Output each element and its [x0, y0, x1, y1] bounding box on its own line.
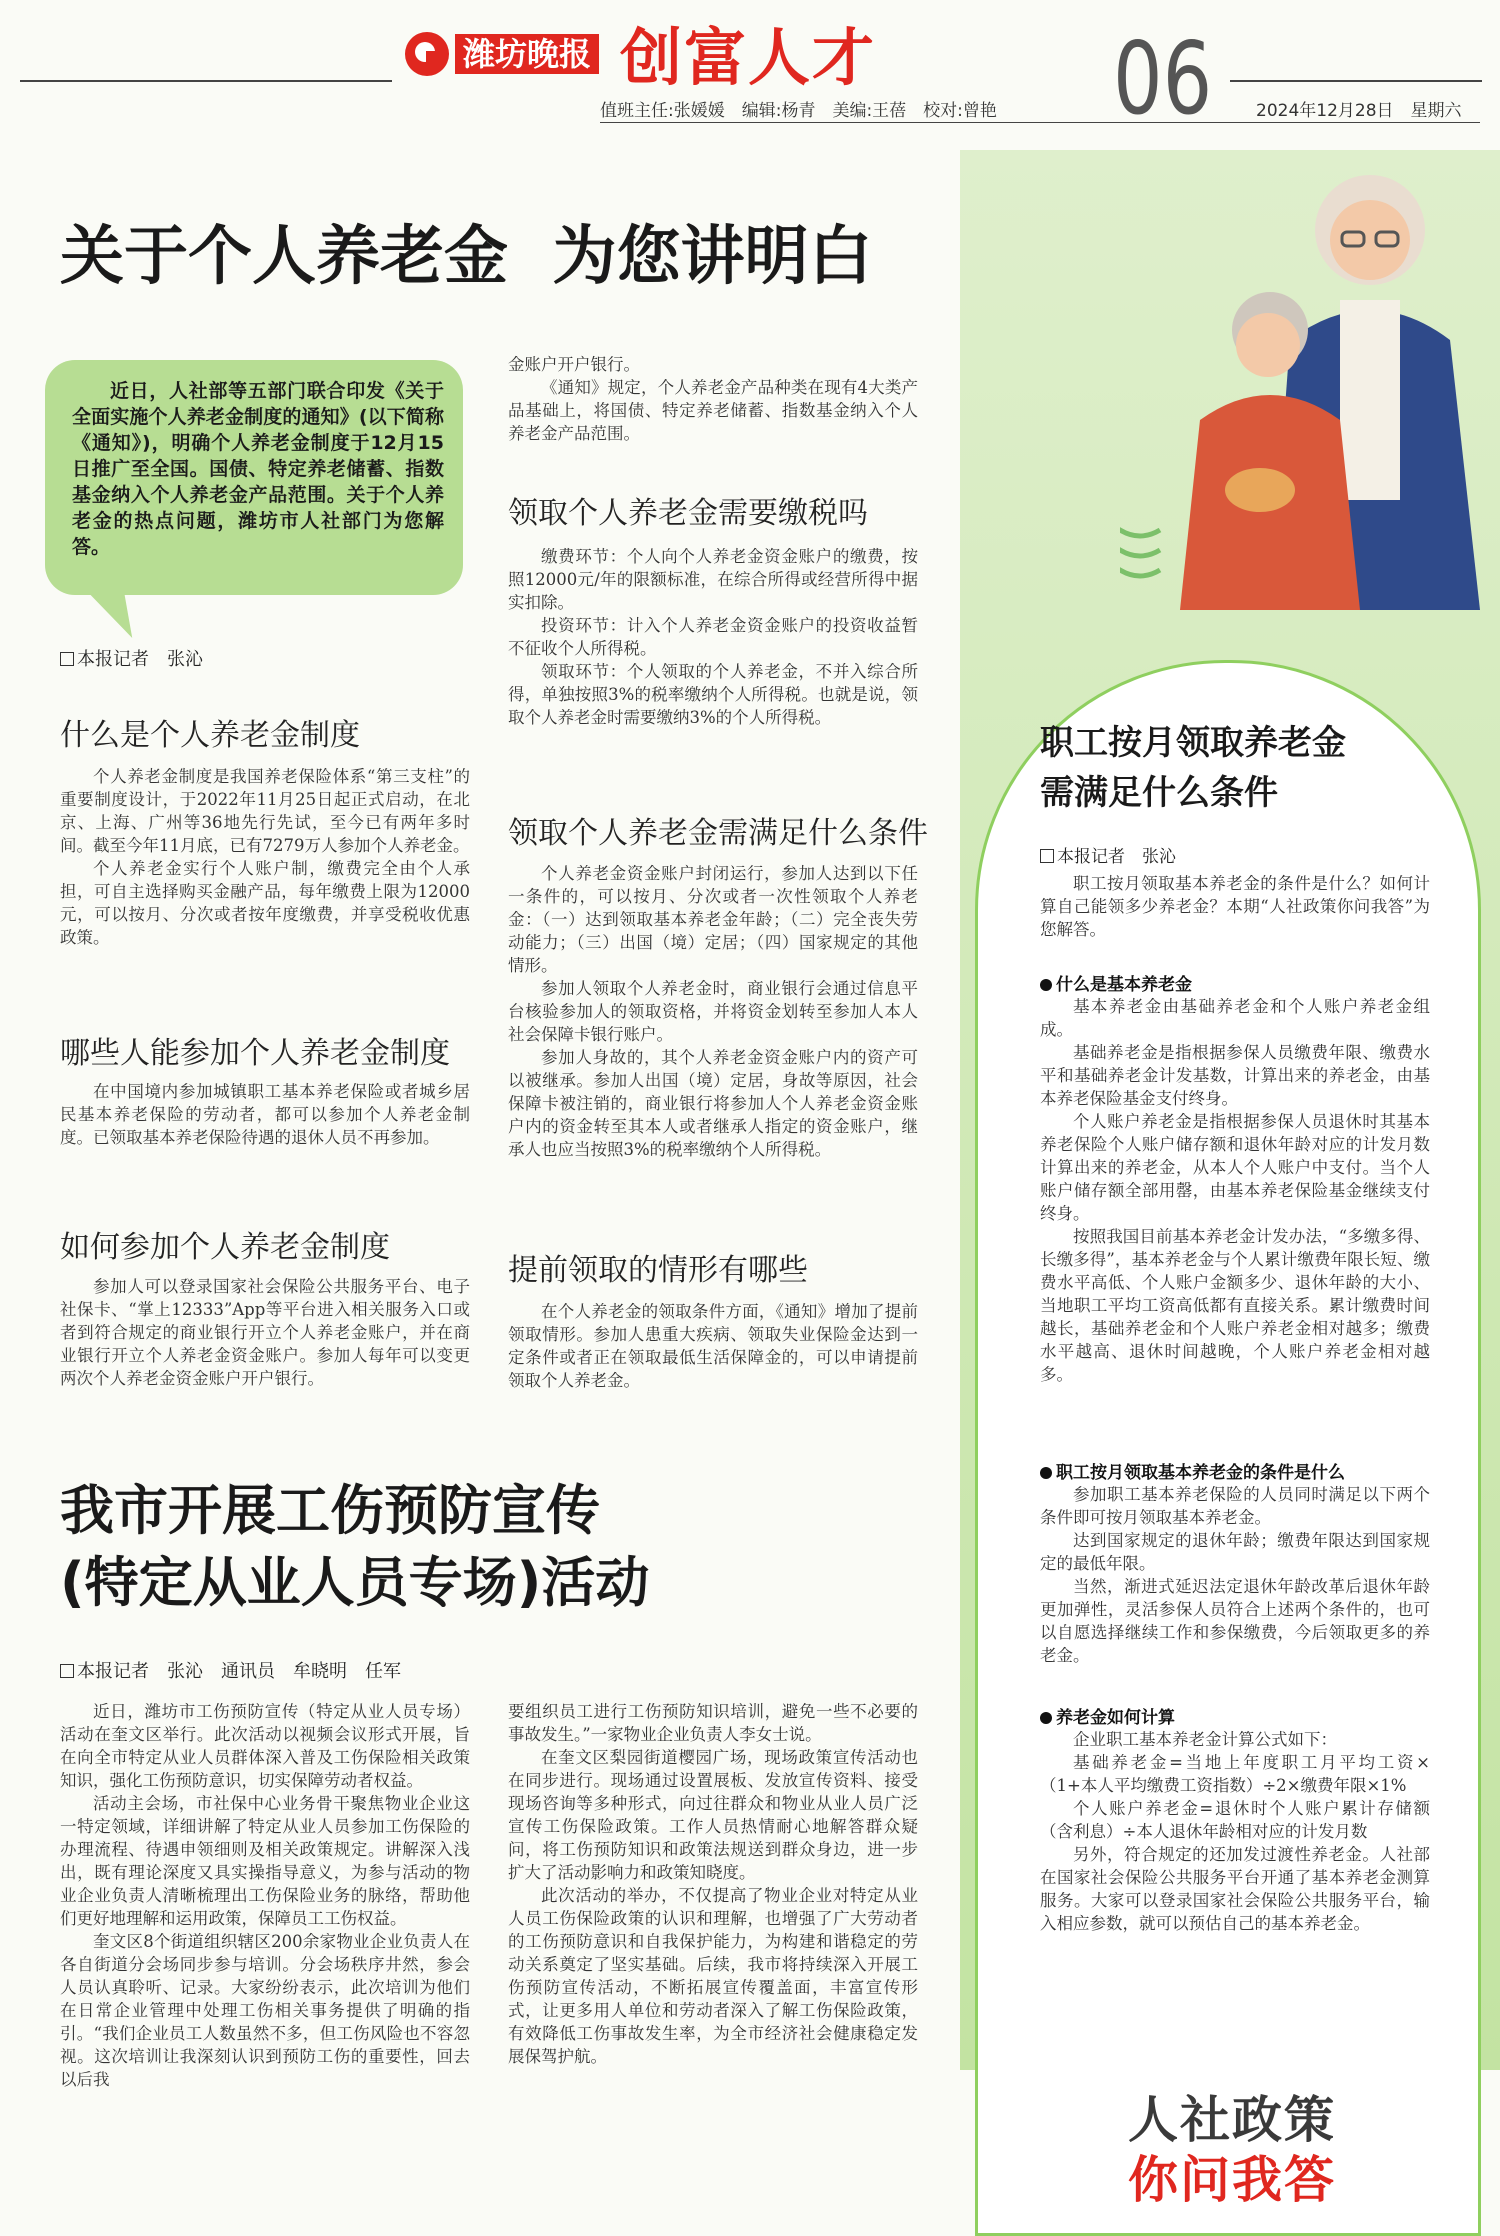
staff-credits: 值班主任:张媛媛 编辑:杨青 美编:王蓓 校对:曾艳	[600, 101, 997, 121]
paragraph: 职工按月领取基本养老金的条件是什么？如何计算自己能领多少养老金？本期“人社政策你问我答”为您解答。	[1040, 874, 1430, 939]
a1-body-3b: 金账户开户银行。 《通知》规定，个人养老金产品种类在现有4大类产品基础上，将国债、特定养老储蓄、指数基金纳入个人养老金产品范围。	[508, 355, 918, 443]
paragraph: 基本养老金由基础养老金和个人账户养老金组成。	[1040, 997, 1430, 1039]
article1-title: 关于个人养老金 为您讲明白	[60, 220, 873, 294]
a2-col-2	[508, 1700, 918, 2068]
paragraph: 投资环节：计入个人养老金资金账户的投资收益暂不征收个人所得税。	[508, 616, 918, 658]
a1-heading-1: 什么是个人养老金制度	[60, 718, 360, 753]
section-title: 创富人才	[620, 21, 877, 94]
byline-box-icon	[60, 652, 74, 666]
paragraph: 在中国境内参加城镇职工基本养老保险或者城乡居民基本养老保险的劳动者，都可以参加个人养老金制度。已领取基本养老保险待遇的退休人员不再参加。	[60, 1082, 470, 1147]
a1-body-4	[508, 545, 918, 729]
heading-text: 养老金如何计算	[1056, 1708, 1175, 1728]
paragraph: 个人养老金制度是我国养老保险体系“第三支柱”的重要制度设计，于2022年11月25日起正式启动，在北京、上海、广州等36地先行先试，至今已有两年多时间。截至今年11月底，已有7279万人参加个人养老金。	[60, 767, 470, 855]
page-number: 06	[1113, 20, 1213, 137]
paragraph: 参加职工基本养老保险的人员同时满足以下两个条件即可按月领取基本养老金。	[1040, 1485, 1430, 1527]
a1-body-6	[508, 1300, 918, 1392]
article3-title-line2: 需满足什么条件	[1040, 773, 1278, 813]
a1-heading-3: 如何参加个人养老金制度	[60, 1230, 390, 1265]
paragraph: 要组织员工进行工伤预防知识培训，避免一些不必要的事故发生。”一家物业企业负责人李女士说。	[508, 1702, 918, 1744]
byline-text: 本报记者 张沁 通讯员 牟晓明 任军	[77, 1661, 401, 1682]
a1-body-1	[60, 765, 470, 949]
a3-heading-3	[1040, 1703, 1175, 1728]
article2-title-line1: 我市开展工伤预防宣传	[60, 1479, 600, 1542]
paragraph: 参加人身故的，其个人养老金资金账户内的资产可以被继承。参加人出国（境）定居，身故等原因，社会保障卡被注销的，商业银行将参加人个人养老金资金账户内的资金转至其本人或者继承人指定的资金账户，继承人也应当按照3%的税率缴纳个人所得税。	[508, 1048, 918, 1159]
masthead-rule-bottom	[600, 122, 1480, 123]
byline-text: 本报记者 张沁	[1057, 847, 1176, 867]
a3-heading-2	[1040, 1458, 1345, 1483]
paragraph: 个人账户养老金是指根据参保人员退休时其基本养老保险个人账户储存额和退休年龄对应的计发月数计算出来的养老金，从本人个人账户中支付。当个人账户储存额全部用罄，由基本养老保险基金继续支付终身。	[1040, 1112, 1430, 1223]
a1-heading-2: 哪些人能参加个人养老金制度	[60, 1036, 450, 1071]
bullet-dot-icon	[1040, 979, 1052, 991]
paragraph: 按照我国目前基本养老金计发办法，“多缴多得、长缴多得”，基本养老金与个人累计缴费年限长短、缴费水平高低、个人账户金额多少、退休年龄的大小、当地职工平均工资高低都有直接关系。累计缴费时间越长，基础养老金和个人账户养老金相对越多；缴费水平越高、退休时间越晚，个人账户养老金相对越多。	[1040, 1227, 1430, 1384]
paragraph: 《通知》规定，个人养老金产品种类在现有4大类产品基础上，将国债、特定养老储蓄、指数基金纳入个人养老金产品范围。	[508, 378, 918, 443]
paragraph: 企业职工基本养老金计算公式如下：	[1073, 1730, 1337, 1749]
article2-title-line2: (特定从业人员专场)活动	[60, 1551, 650, 1614]
byline-box-icon	[1040, 849, 1054, 863]
a3-intro	[1040, 872, 1430, 941]
issue-date: 2024年12月28日 星期六	[1256, 101, 1462, 121]
a3-body-2	[1040, 1483, 1430, 1667]
paragraph: 个人账户养老金=退休时个人账户累计存储额（含利息）÷本人退休年龄相对应的计发月数	[1040, 1799, 1430, 1841]
bullet-dot-icon	[1040, 1467, 1052, 1479]
paragraph: 达到国家规定的退休年龄；缴费年限达到国家规定的最低年限。	[1040, 1531, 1430, 1573]
paragraph: 在个人养老金的领取条件方面，《通知》增加了提前领取情形。参加人患重大疾病、领取失业保险金达到一定条件或者正在领取最低生活保障金的，可以申请提前领取个人养老金。	[508, 1302, 918, 1390]
elderly-couple-illustration	[1120, 140, 1500, 610]
promo-line1: 人社政策	[1128, 2091, 1336, 2149]
article2-byline	[60, 1657, 401, 1683]
paragraph: 在奎文区梨园街道樱园广场，现场政策宣传活动也在同步进行。现场通过设置展板、发放宣传资料、接受现场咨询等多种形式，向过往群众和物业从业人员广泛宣传工伤保险政策。工作人员热情耐心地解答群众疑问，将工伤预防知识和政策法规送到群众身边，进一步扩大了活动影响力和政策知晓度。	[508, 1748, 918, 1882]
paragraph: 参加人可以登录国家社会保险公共服务平台、电子社保卡、“掌上12333”App等平台进入相关服务入口或者到符合规定的商业银行开立个人养老金账户，并在商业银行开立个人养老金资金账户。参加人每年可以变更两次个人养老金资金账户开户银行。	[60, 1277, 470, 1388]
article1-byline	[60, 645, 203, 671]
paragraph: 缴费环节：个人向个人养老金资金账户的缴费，按照12000元/年的限额标准，在综合所得或经营所得中据实扣除。	[508, 547, 918, 612]
paragraph: 基础养老金是指根据参保人员缴费年限、缴费水平和基础养老金计发基数，计算出来的养老金，由基本养老保险基金支付终身。	[1040, 1043, 1430, 1108]
paragraph: 另外，符合规定的还加发过渡性养老金。人社部在国家社会保险公共服务平台开通了基本养老金测算服务。大家可以登录国家社会保险公共服务平台，输入相应参数，就可以预估自己的基本养老金。	[1040, 1845, 1430, 1933]
masthead-rule-left	[20, 80, 392, 82]
article2-title	[60, 1475, 649, 1619]
a1-body-5	[508, 862, 918, 1161]
paragraph: 此次活动的举办，不仅提高了物业企业对特定从业人员工伤保险政策的认识和理解，也增强了广大劳动者的工伤预防意识和自我保护能力，为构建和谐稳定的劳动关系奠定了坚实基础。后续，我市将持续深入开展工伤预防宣传活动，不断拓展宣传覆盖面，丰富宣传形式，让更多用人单位和劳动者深入了解工伤保险政策，有效降低工伤事故发生率，为全市经济社会健康稳定发展保驾护航。	[508, 1886, 918, 2066]
paragraph: 参加人领取个人养老金时，商业银行会通过信息平台核验参加人的领取资格，并将资金划转至参加人本人社会保障卡银行账户。	[508, 979, 918, 1044]
a3-heading-1	[1040, 970, 1192, 995]
paragraph: 活动主会场，市社保中心业务骨干聚焦物业企业这一特定领域，详细讲解了特定从业人员参加工伤保险的办理流程、待遇申领细则及相关政策规定。讲解深入浅出，既有理论深度又具实操指导意义，为参与活动的物业企业负责人清晰梳理出工伤保险业务的脉络，帮助他们更好地理解和运用政策，保障员工工伤权益。	[60, 1794, 470, 1928]
paragraph: 领取环节：个人领取的个人养老金，不并入综合所得，单独按照3%的税率缴纳个人所得税。也就是说，领取个人养老金时需要缴纳3%的个人所得税。	[508, 662, 918, 727]
paragraph: 奎文区8个街道组织辖区200余家物业企业负责人在各自街道分会场同步参与培训。分会场秩序井然，参会人员认真聆听、记录。大家纷纷表示，此次培训为他们在日常企业管理中处理工伤相关事务提供了明确的指引。“我们企业员工人数虽然不多，但工伤风险也不容忽视。这次培训让我深刻认识到预防工伤的重要性，回去以后我	[60, 1932, 470, 2089]
article3-byline	[1040, 842, 1176, 867]
paragraph: 个人养老金实行个人账户制，缴费完全由个人承担，可自主选择购买金融产品，每年缴费上限为12000元，可以按月、分次或者按年度缴费，并享受税收优惠政策。	[60, 859, 470, 947]
article3-title-line1: 职工按月领取养老金	[1040, 723, 1346, 763]
a1-heading-5: 领取个人养老金需满足什么条件	[508, 816, 928, 851]
a2-col-1	[60, 1700, 470, 2091]
intro-bubble-tail	[86, 590, 132, 638]
promo-line2: 你问我答	[1128, 2151, 1336, 2209]
paragraph: 个人养老金资金账户封闭运行，参加人达到以下任一条件的，可以按月、分次或者一次性领取个人养老金：（一）达到领取基本养老金年龄；（二）完全丧失劳动能力；（三）出国（境）定居；（四）国家规定的其他情形。	[508, 864, 918, 975]
article1-intro: 近日，人社部等五部门联合印发《关于全面实施个人养老金制度的通知》(以下简称《通知》)，明确个人养老金制度于12月15日推广至全国。国债、特定养老储蓄、指数基金纳入个人养老金产品范围。关于个人养老金的热点问题，潍坊市人社部门为您解答。	[72, 380, 444, 558]
a1-heading-6: 提前领取的情形有哪些	[508, 1253, 808, 1288]
paragraph: 当然，渐进式延迟法定退休年龄改革后退休年龄更加弹性，灵活参保人员符合上述两个条件的，也可以自愿选择继续工作和参保缴费，今后领取更多的养老金。	[1040, 1577, 1430, 1665]
a1-body-3a	[60, 1275, 470, 1401]
masthead-rule-right	[1230, 80, 1482, 82]
heading-text: 职工按月领取基本养老金的条件是什么	[1056, 1463, 1345, 1483]
article3-title	[1040, 718, 1346, 818]
a3-body-3	[1040, 1728, 1430, 1935]
paragraph: 近日，潍坊市工伤预防宣传（特定从业人员专场）活动在奎文区举行。此次活动以视频会议形式开展，旨在向全市特定从业人员群体深入普及工伤保险相关政策知识，强化工伤预防意识，切实保障劳动者权益。	[60, 1702, 470, 1790]
bullet-dot-icon	[1040, 1712, 1052, 1724]
heading-text: 什么是基本养老金	[1056, 975, 1192, 995]
byline-box-icon	[60, 1664, 74, 1678]
a3-body-1	[1040, 995, 1430, 1386]
byline-text: 本报记者 张沁	[77, 649, 203, 670]
paper-name: 潍坊晚报	[455, 34, 599, 74]
a1-body-2	[60, 1080, 470, 1149]
paragraph: 基础养老金=当地上年度职工月平均工资×（1+本人平均缴费工资指数）÷2×缴费年限×1%	[1040, 1753, 1430, 1795]
a1-heading-4: 领取个人养老金需要缴税吗	[508, 496, 868, 531]
paper-logo-icon	[405, 32, 449, 76]
